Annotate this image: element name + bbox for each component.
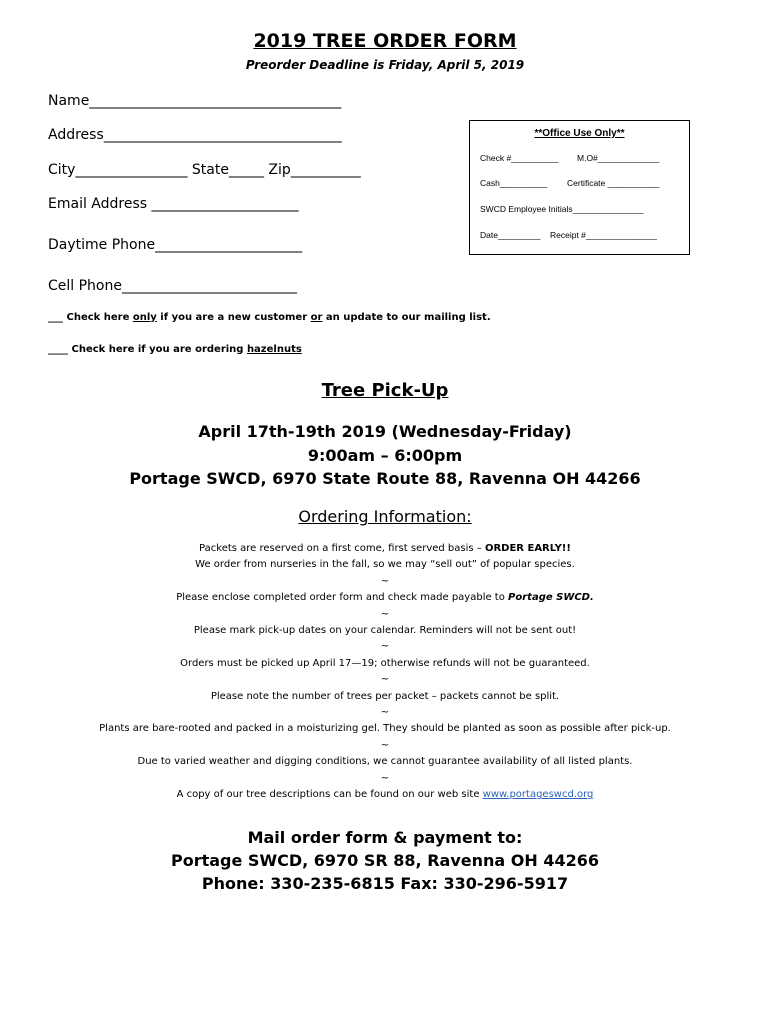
ordering-line-2: We order from nurseries in the fall, so we may “sell out” of popular species. <box>195 559 575 571</box>
or-emphasis: or <box>310 312 323 323</box>
pickup-dates: April 17th-19th 2019 (Wednesday-Friday) <box>198 422 572 441</box>
office-receipt-field: Receipt #_______________ <box>550 230 657 240</box>
hazelnuts-text: Check here if you are ordering <box>68 344 247 355</box>
mail-heading: Mail order form & payment to: <box>247 828 523 847</box>
city-state-zip-field[interactable]: City________________ State_____ Zip__________ <box>48 162 361 178</box>
ordering-line-1 <box>0 541 770 557</box>
hazelnuts-checkbox[interactable] <box>48 344 302 355</box>
separator-tilde: ~ <box>380 608 390 620</box>
separator-tilde: ~ <box>380 575 390 587</box>
ordering-line-4: Please mark pick-up dates on your calendar. Reminders will not be sent out! <box>193 625 577 637</box>
separator-tilde: ~ <box>380 739 390 751</box>
separator-tilde: ~ <box>380 707 390 719</box>
ordering-list <box>0 541 770 804</box>
mail-phone-fax: Phone: 330-235-6815 Fax: 330-296-5917 <box>201 874 569 893</box>
address-field[interactable]: Address__________________________________ <box>48 127 342 143</box>
new-customer-checkbox[interactable] <box>48 312 491 323</box>
separator-tilde: ~ <box>380 674 390 686</box>
office-use-heading: **Office Use Only** <box>534 128 625 139</box>
pickup-hours: 9:00am – 6:00pm <box>307 446 463 465</box>
name-field[interactable]: Name____________________________________ <box>48 93 342 109</box>
website-text: A copy of our tree descriptions can be found on our web site <box>176 789 483 801</box>
office-cash-field: Cash__________ <box>480 178 548 188</box>
new-customer-text-mid: if you are a new customer <box>156 312 311 323</box>
office-swcd-initials-field: SWCD Employee Initials_______________ <box>480 204 644 214</box>
hazelnuts-word: hazelnuts <box>246 344 302 355</box>
ordering-line-7: Plants are bare-rooted and packed in a moisturizing gel. They should be planted as soon as possible after pick-up. <box>99 723 671 735</box>
email-field[interactable]: Email Address _____________________ <box>48 196 299 212</box>
new-customer-blank[interactable]: ___ <box>48 312 63 323</box>
preorder-deadline: Preorder Deadline is Friday, April 5, 2019 <box>245 58 525 72</box>
ordering-line-8: Due to varied weather and digging conditions, we cannot guarantee availability of all listed plants. <box>137 756 633 768</box>
hazelnuts-blank[interactable]: ____ <box>48 344 68 355</box>
pickup-location: Portage SWCD, 6970 State Route 88, Ravenna OH 44266 <box>129 469 641 488</box>
ordering-line-3 <box>0 590 770 606</box>
payee-name: Portage SWCD. <box>508 592 594 604</box>
only-emphasis: only <box>132 312 157 323</box>
ordering-line-5: Orders must be picked up April 17—19; otherwise refunds will not be guaranteed. <box>180 657 590 669</box>
website-link[interactable]: www.portageswcd.org <box>482 789 594 801</box>
office-date-field: Date_________ <box>480 230 541 240</box>
order-early-emphasis: ORDER EARLY!! <box>484 543 571 554</box>
payable-text: Please enclose completed order form and check made payable to <box>176 592 509 604</box>
order-early-text: Packets are reserved on a first come, first served basis – <box>199 543 485 554</box>
mail-address: Portage SWCD, 6970 SR 88, Ravenna OH 44266 <box>171 851 599 870</box>
form-title: 2019 TREE ORDER FORM <box>253 30 517 52</box>
office-certificate-field: Certificate ___________ <box>567 178 660 188</box>
ordering-line-6: Please note the number of trees per packet – packets cannot be split. <box>210 690 560 702</box>
office-check-field: Check #__________ <box>480 153 559 163</box>
new-customer-text: Check here <box>63 312 133 323</box>
ordering-heading: Ordering Information: <box>298 507 472 526</box>
pickup-heading: Tree Pick-Up <box>321 380 449 401</box>
ordering-line-9 <box>0 787 770 803</box>
cell-phone-field[interactable]: Cell Phone_________________________ <box>48 278 297 294</box>
separator-tilde: ~ <box>380 641 390 653</box>
office-mo-field: M.O#_____________ <box>577 153 660 163</box>
new-customer-text-end: an update to our mailing list. <box>322 312 491 323</box>
office-use-box <box>469 120 690 255</box>
daytime-phone-field[interactable]: Daytime Phone_____________________ <box>48 237 303 253</box>
separator-tilde: ~ <box>380 772 390 784</box>
